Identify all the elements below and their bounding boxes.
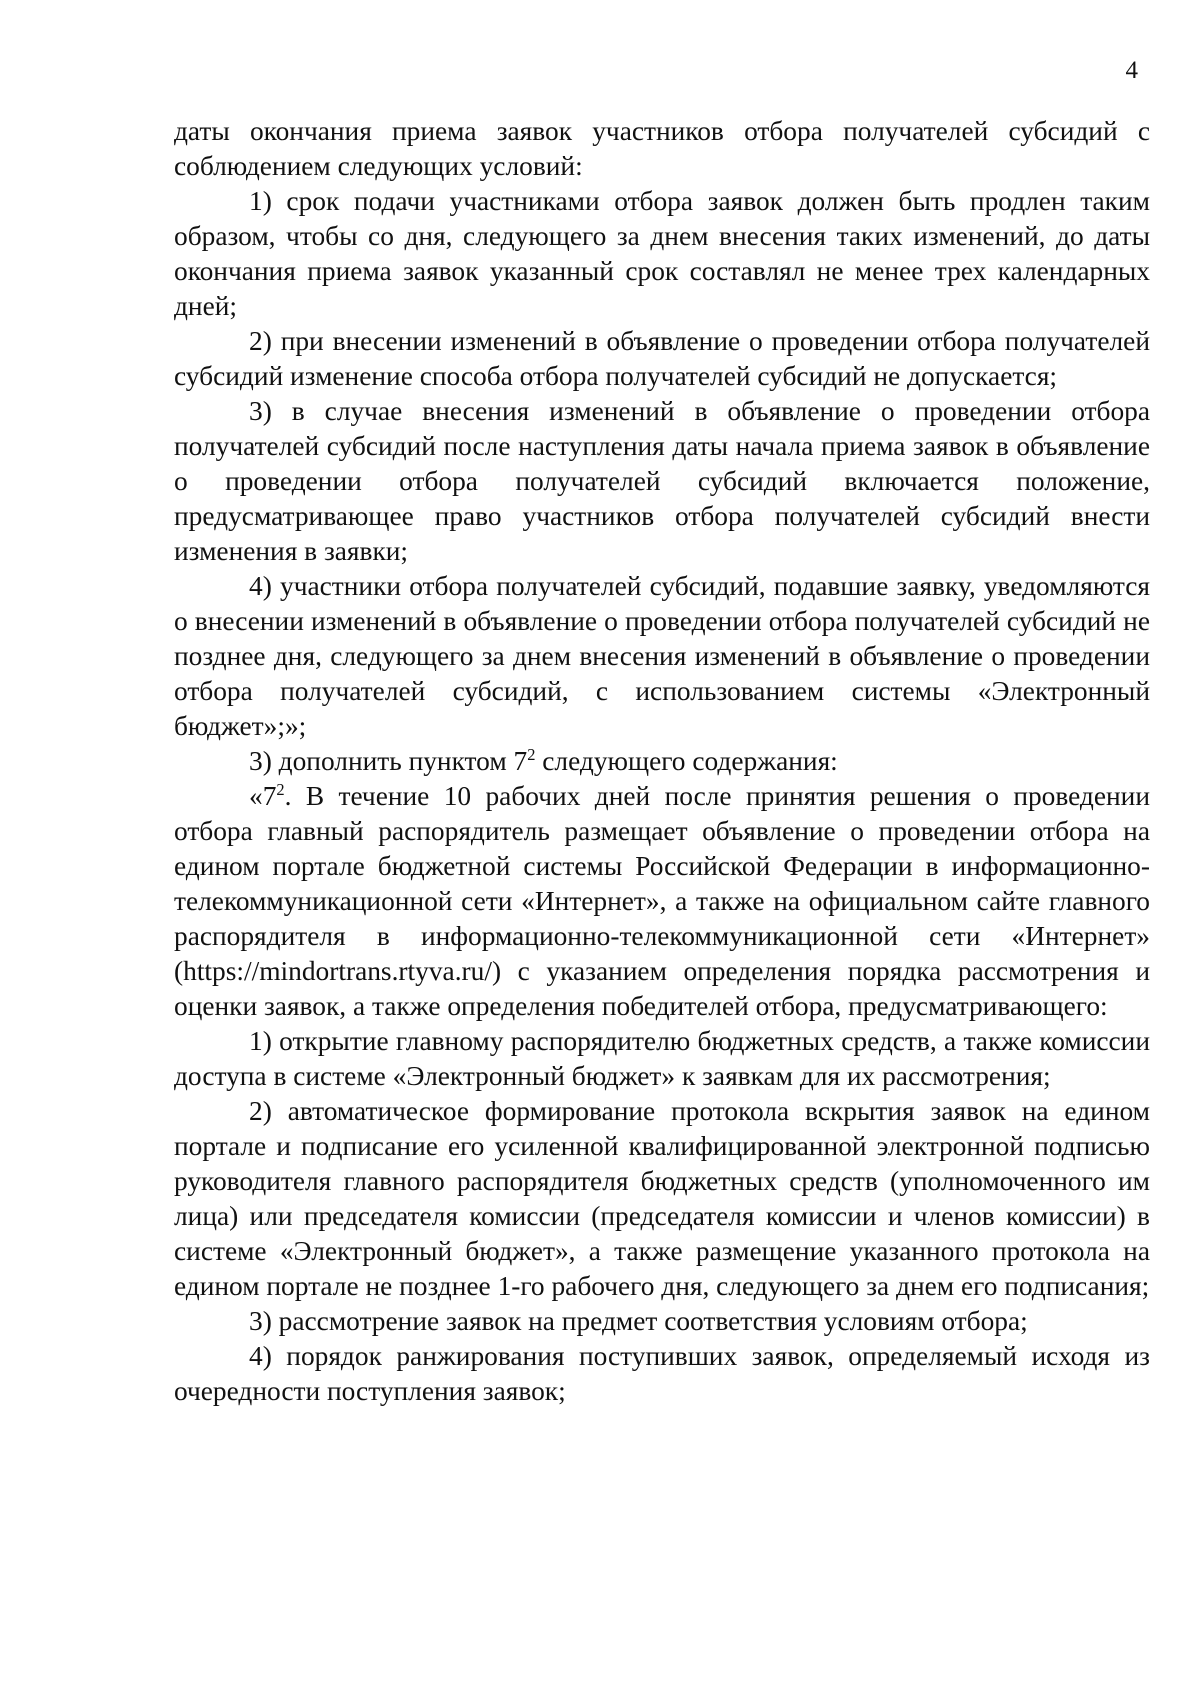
document-body: [174, 114, 1150, 1409]
paragraph-item-3: 3) в случае внесения изменений в объявление о проведении отбора получателей субсидий после наступления даты начала приема заявок в объявление о проведении отбора получателей субсидий включается положение, предусматривающее право участников отбора получателей субсидий внести изменения в заявки;: [174, 396, 1150, 566]
paragraph-subitem-4: 4) порядок ранжирования поступивших заявок, определяемый исходя из очередности поступления заявок;: [174, 1341, 1150, 1406]
amendment-3-superscript: 2: [527, 745, 536, 765]
paragraph-item-1: 1) срок подачи участниками отбора заявок должен быть продлен таким образом, чтобы со дня, следующего за днем внесения таких изменений, до даты окончания приема заявок указанный срок составлял не менее трех календарных дней;: [174, 186, 1150, 321]
paragraph-item-4: 4) участники отбора получателей субсидий, подавшие заявку, уведомляются о внесении изменений в объявление о проведении отбора получателей субсидий не позднее дня, следующего за днем внесения изменений в объявление о проведении отбора получателей субсидий, с использованием системы «Электронный бюджет»;»;: [174, 571, 1150, 741]
paragraph-continuation: даты окончания приема заявок участников отбора получателей субсидий с соблюдением следующих условий:: [174, 116, 1150, 181]
clause-7-2-number: «7: [249, 781, 277, 811]
page-number: 4: [1125, 57, 1138, 84]
paragraph-clause-7-2: [174, 779, 1150, 1024]
paragraph-subitem-3: 3) рассмотрение заявок на предмет соответствия условиям отбора;: [249, 1306, 1028, 1336]
clause-7-2-text: . В течение 10 рабочих дней после принятия решения о проведении отбора главный распорядитель размещает объявление о проведении отбора на едином портале бюджетной системы Российской Федерации в информационно-телекоммуникационной сети «Интернет», а также на официальном сайте главного распорядителя в информационно-телекоммуникационной сети «Интернет» (https://mindortrans.rtyva.ru/) с указанием определения порядка рассмотрения и оценки заявок, а также определения победителей отбора, предусматривающего:: [174, 781, 1150, 1021]
paragraph-subitem-2: 2) автоматическое формирование протокола вскрытия заявок на едином портале и подписание его усиленной квалифицированной электронной подписью руководителя главного распорядителя бюджетных средств (уполномоченного им лица) или председателя комиссии (председателя комиссии и членов комиссии) в системе «Электронный бюджет», а также размещение указанного протокола на едином портале не позднее 1-го рабочего дня, следующего за днем его подписания;: [174, 1096, 1150, 1301]
clause-7-2-superscript: 2: [276, 780, 285, 800]
paragraph-item-2: 2) при внесении изменений в объявление о проведении отбора получателей субсидий изменение способа отбора получателей субсидий не допускается;: [174, 326, 1150, 391]
amendment-3-text-end: следующего содержания:: [535, 746, 838, 776]
paragraph-subitem-1: 1) открытие главному распорядителю бюджетных средств, а также комиссии доступа в системе «Электронный бюджет» к заявкам для их рассмотрения;: [174, 1026, 1150, 1091]
paragraph-amendment-3: [174, 744, 1150, 779]
amendment-3-text-start: 3) дополнить пунктом 7: [249, 746, 528, 776]
